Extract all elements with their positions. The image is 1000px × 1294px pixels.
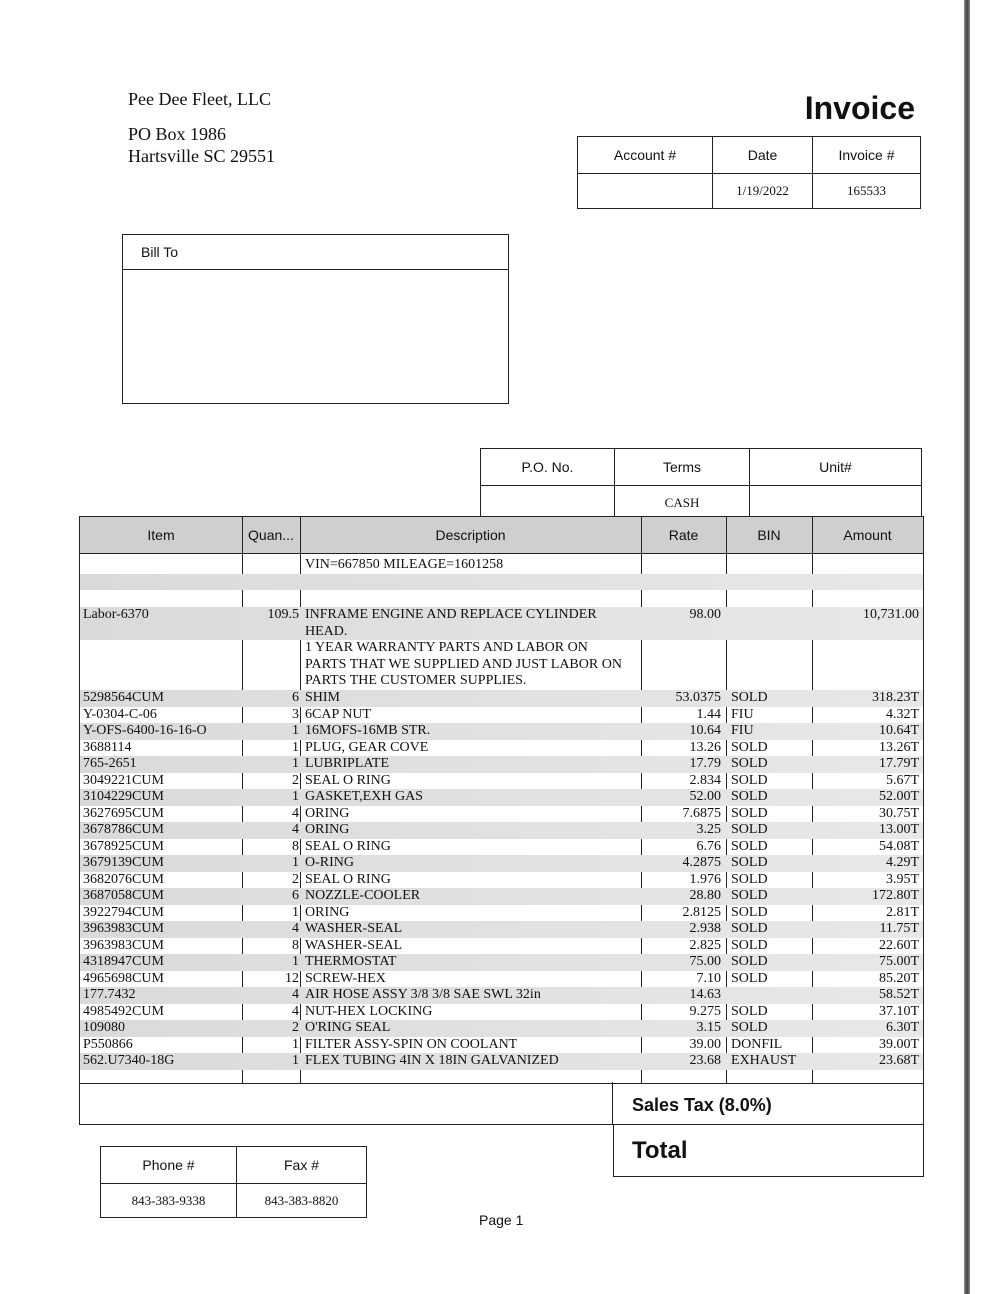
items-header-row: [80, 517, 923, 554]
item-description: ORING: [305, 822, 350, 837]
table-row: [80, 773, 923, 790]
item-amount: 58.52T: [878, 987, 919, 1002]
item-bin: SOLD: [731, 789, 768, 804]
item-amount: 13.00T: [878, 822, 919, 837]
item-bin: FIU: [731, 706, 754, 722]
fax-header: Fax #: [237, 1147, 367, 1184]
date-header: Date: [713, 137, 813, 174]
table-row: [80, 707, 923, 724]
phone-value: 843-383-9338: [101, 1184, 237, 1218]
table-row: [80, 954, 923, 971]
item-rate: 2.938: [689, 921, 721, 936]
item-amount: 52.00T: [878, 789, 919, 804]
item-code: 4318947CUM: [83, 954, 164, 969]
item-bin: SOLD: [731, 772, 768, 788]
labor-desc-line: INFRAME ENGINE AND REPLACE CYLINDER: [305, 607, 597, 622]
table-row: [80, 1037, 923, 1054]
item-description: NUT-HEX LOCKING: [305, 1003, 433, 1019]
items-table: [79, 516, 924, 1084]
item-code: 4985492CUM: [83, 1003, 164, 1019]
item-rate: 2.834: [689, 772, 721, 788]
item-rate: 52.00: [689, 789, 721, 804]
date-value: 1/19/2022: [713, 174, 813, 209]
item-code: 3922794CUM: [83, 904, 164, 920]
item-rate: 1.976: [689, 871, 721, 887]
invoice-header-table: [577, 136, 921, 209]
table-row: [80, 1053, 923, 1070]
table-row: [80, 855, 923, 872]
item-amount: 22.60T: [878, 937, 919, 953]
fax-value: 843-383-8820: [237, 1184, 367, 1218]
item-amount: 4.32T: [885, 706, 919, 722]
item-rate: 14.63: [689, 987, 721, 1002]
bin-header: BIN: [757, 527, 781, 543]
item-qty: 2: [292, 772, 299, 788]
labor-desc-line: PARTS THAT WE SUPPLIED AND JUST LABOR ON: [305, 656, 622, 672]
item-description: SCREW-HEX: [305, 970, 386, 986]
description-header: Description: [435, 527, 506, 543]
table-row: [80, 690, 923, 707]
total-label: Total: [632, 1137, 688, 1164]
item-qty: 1: [292, 756, 299, 771]
item-bin: SOLD: [731, 970, 768, 986]
item-description: SEAL O RING: [305, 772, 391, 788]
item-code: Y-0304-C-06: [83, 706, 157, 722]
account-header: Account #: [578, 137, 713, 174]
table-row: [80, 756, 923, 773]
item-rate: 17.79: [689, 756, 721, 771]
unit-header: Unit#: [750, 449, 922, 486]
item-rate: 3.25: [696, 822, 721, 837]
item-description: ORING: [305, 805, 350, 821]
item-bin: SOLD: [731, 937, 768, 953]
table-row: [80, 789, 923, 806]
rate-header: Rate: [668, 527, 699, 543]
item-amount: 3.95T: [885, 871, 919, 887]
item-code: 3678925CUM: [83, 838, 164, 854]
blank-shaded-row: [80, 574, 923, 590]
item-description: FILTER ASSY-SPIN ON COOLANT: [305, 1036, 518, 1052]
labor-desc-line: HEAD.: [305, 623, 348, 639]
item-amount: 318.23T: [871, 690, 919, 705]
scanned-paper-edge: [964, 0, 970, 1294]
item-amount: 23.68T: [878, 1053, 919, 1068]
table-row: [80, 1004, 923, 1021]
item-bin: SOLD: [731, 1020, 768, 1035]
labor-amount: 10,731.00: [863, 607, 919, 622]
item-bin: DONFIL: [731, 1036, 783, 1052]
item-rate: 2.8125: [682, 904, 721, 920]
item-description: PLUG, GEAR COVE: [305, 739, 429, 755]
item-description: O-RING: [305, 855, 354, 870]
item-header: Item: [147, 527, 175, 543]
item-code: 109080: [83, 1020, 125, 1035]
item-amount: 75.00T: [878, 954, 919, 969]
item-code: 3682076CUM: [83, 871, 164, 887]
item-description: O'RING SEAL: [305, 1020, 391, 1035]
po-number-header: P.O. No.: [481, 449, 615, 486]
item-qty: 1: [292, 855, 299, 870]
item-amount: 37.10T: [878, 1003, 919, 1019]
item-amount: 2.81T: [885, 904, 919, 920]
po-table: [480, 448, 922, 520]
table-row: [80, 740, 923, 757]
table-row: [80, 806, 923, 823]
item-amount: 6.30T: [885, 1020, 919, 1035]
item-amount: 5.67T: [885, 772, 919, 788]
item-amount: 10.64T: [878, 723, 919, 738]
vin-line: [80, 557, 923, 574]
item-description: SEAL O RING: [305, 871, 391, 887]
bill-to-label: Bill To: [123, 235, 508, 270]
item-amount: 17.79T: [878, 756, 919, 771]
item-code: 3627695CUM: [83, 805, 164, 821]
item-bin: SOLD: [731, 871, 768, 887]
company-address-line2: Hartsville SC 29551: [128, 146, 275, 166]
unit-value: [750, 486, 922, 520]
item-rate: 28.80: [689, 888, 721, 903]
item-amount: 54.08T: [878, 838, 919, 854]
item-qty: 3: [292, 706, 299, 722]
item-qty: 1: [292, 904, 299, 920]
item-amount: 13.26T: [878, 739, 919, 755]
item-bin: SOLD: [731, 838, 768, 854]
item-description: FLEX TUBING 4IN X 18IN GALVANIZED: [305, 1053, 559, 1068]
item-description: 6CAP NUT: [305, 706, 371, 722]
item-qty: 8: [292, 838, 299, 854]
item-amount: 30.75T: [878, 805, 919, 821]
item-description: THERMOSTAT: [305, 954, 397, 969]
item-rate: 6.76: [696, 838, 721, 854]
item-rate: 7.10: [696, 970, 721, 986]
item-bin: SOLD: [731, 690, 768, 705]
labor-qty: 109.5: [267, 607, 299, 622]
item-amount: 11.75T: [879, 921, 919, 936]
table-row: [80, 839, 923, 856]
item-qty: 12: [285, 970, 299, 986]
item-rate: 10.64: [689, 723, 721, 738]
item-bin: FIU: [731, 723, 754, 738]
terms-header: Terms: [615, 449, 750, 486]
item-description: WASHER-SEAL: [305, 921, 403, 936]
table-row: [80, 938, 923, 955]
table-row: [80, 921, 923, 938]
item-amount: 172.80T: [871, 888, 919, 903]
vin-mileage-text: VIN=667850 MILEAGE=1601258: [305, 557, 504, 572]
item-code: 562.U7340-18G: [83, 1053, 175, 1068]
quantity-header: Quan...: [248, 527, 294, 543]
invoice-number-header: Invoice #: [813, 137, 921, 174]
item-code: 3687058CUM: [83, 888, 164, 903]
item-qty: 1: [292, 739, 299, 755]
item-qty: 1: [292, 954, 299, 969]
item-rate: 1.44: [696, 706, 721, 722]
item-qty: 1: [292, 1053, 299, 1068]
item-qty: 1: [292, 1036, 299, 1052]
company-name: Pee Dee Fleet, LLC: [128, 89, 271, 109]
invoice-number-value: 165533: [813, 174, 921, 209]
item-description: WASHER-SEAL: [305, 937, 403, 953]
item-code: 3963983CUM: [83, 921, 164, 936]
item-code: 3963983CUM: [83, 937, 164, 953]
item-rate: 39.00: [689, 1036, 721, 1052]
invoice-title: Invoice: [804, 90, 915, 126]
labor-description: [305, 607, 622, 690]
item-description: AIR HOSE ASSY 3/8 3/8 SAE SWL 32in: [305, 987, 541, 1002]
item-bin: SOLD: [731, 904, 768, 920]
item-description: SEAL O RING: [305, 838, 391, 854]
item-qty: 4: [292, 987, 299, 1002]
company-block: [128, 88, 275, 180]
item-bin: SOLD: [731, 855, 768, 870]
item-code: 3678786CUM: [83, 822, 164, 837]
item-qty: 4: [292, 1003, 299, 1019]
item-rate: 13.26: [689, 739, 721, 755]
item-rate: 23.68: [689, 1053, 721, 1068]
item-rate: 53.0375: [675, 690, 721, 705]
item-code: 3049221CUM: [83, 772, 164, 788]
item-qty: 6: [292, 690, 299, 705]
item-qty: 6: [292, 888, 299, 903]
item-bin: SOLD: [731, 954, 768, 969]
item-rate: 7.6875: [682, 805, 721, 821]
item-bin: SOLD: [731, 822, 768, 837]
item-qty: 4: [292, 805, 299, 821]
contact-table: [100, 1146, 367, 1218]
item-qty: 1: [292, 723, 299, 738]
labor-rate: 98.00: [689, 607, 721, 622]
item-qty: 4: [292, 921, 299, 936]
item-code: 3104229CUM: [83, 789, 164, 804]
account-value: [578, 174, 713, 209]
item-rate: 3.15: [696, 1020, 721, 1035]
item-description: SHIM: [305, 690, 341, 705]
item-rate: 75.00: [689, 954, 721, 969]
table-row: [80, 888, 923, 905]
item-description: NOZZLE-COOLER: [305, 888, 421, 903]
labor-item: Labor-6370: [83, 607, 149, 622]
labor-desc-line: PARTS THE CUSTOMER SUPPLIES.: [305, 673, 527, 688]
item-code: 4965698CUM: [83, 970, 164, 986]
item-amount: 39.00T: [878, 1036, 919, 1052]
item-bin: SOLD: [731, 921, 768, 936]
item-bin: SOLD: [731, 756, 768, 771]
table-row: [80, 987, 923, 1004]
table-row: [80, 905, 923, 922]
item-bin: SOLD: [731, 805, 768, 821]
item-description: ORING: [305, 904, 350, 920]
item-code: 765-2651: [83, 756, 137, 771]
phone-header: Phone #: [101, 1147, 237, 1184]
item-bin: SOLD: [731, 1003, 768, 1019]
item-bin: EXHAUST: [731, 1053, 797, 1068]
bill-to-box: [122, 234, 509, 404]
table-row: [80, 971, 923, 988]
item-qty: 1: [292, 789, 299, 804]
labor-desc-line: 1 YEAR WARRANTY PARTS AND LABOR ON: [305, 640, 588, 655]
item-qty: 4: [292, 822, 299, 837]
sales-tax-row: [79, 1082, 924, 1125]
item-code: 5298564CUM: [83, 690, 164, 705]
company-address-line1: PO Box 1986: [128, 124, 227, 144]
page-number: Page 1: [479, 1212, 524, 1228]
sales-tax-label: Sales Tax (8.0%): [632, 1095, 772, 1115]
item-code: 3688114: [83, 739, 132, 755]
table-row: [80, 872, 923, 889]
po-number-value: [481, 486, 615, 520]
table-row: [80, 1020, 923, 1037]
item-code: 3679139CUM: [83, 855, 164, 870]
terms-value: CASH: [615, 486, 750, 520]
item-code: P550866: [83, 1036, 133, 1052]
table-row: [80, 822, 923, 839]
item-rate: 2.825: [689, 937, 721, 953]
item-code: Y-OFS-6400-16-16-O: [83, 723, 207, 738]
item-rate: 4.2875: [682, 855, 721, 870]
item-description: LUBRIPLATE: [305, 756, 389, 771]
item-qty: 8: [292, 937, 299, 953]
amount-header: Amount: [843, 527, 892, 543]
item-description: 16MOFS-16MB STR.: [305, 723, 431, 738]
item-amount: 85.20T: [878, 970, 919, 986]
item-qty: 2: [292, 1020, 299, 1035]
item-bin: SOLD: [731, 739, 768, 755]
item-qty: 2: [292, 871, 299, 887]
item-code: 177.7432: [83, 987, 136, 1002]
item-amount: 4.29T: [885, 855, 919, 870]
item-bin: SOLD: [731, 888, 768, 903]
table-row: [80, 723, 923, 740]
item-rate: 9.275: [689, 1003, 721, 1019]
item-description: GASKET,EXH GAS: [305, 789, 423, 804]
